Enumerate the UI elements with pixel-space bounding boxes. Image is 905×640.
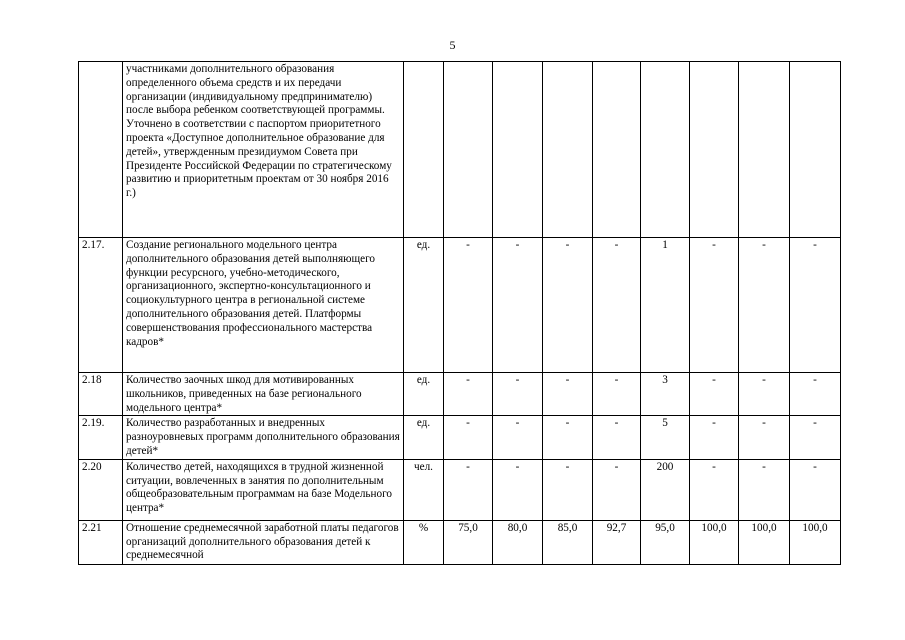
value-cell: 80,0 xyxy=(493,520,543,564)
value-cell: - xyxy=(593,373,641,416)
value-cell: - xyxy=(444,416,493,459)
value-cell xyxy=(444,62,493,238)
value-cell: 5 xyxy=(641,416,690,459)
value-cell: - xyxy=(543,416,593,459)
row-number-cell: 2.17. xyxy=(79,238,123,373)
value-cell: - xyxy=(790,238,841,373)
unit-cell: ед. xyxy=(404,238,444,373)
value-cell: - xyxy=(690,459,739,520)
indicator-description-cell: участниками дополнительного образования определенного объема средств и их передачи организации (индивидуальному предпринимателю) после выбора ребенком соответствующей программы. Уточнено в соответствии с паспортом приоритетного проекта «Доступное дополнительное образование для детей», утвержденным президиумом Совета при Президенте Российской Федерации по стратегическому развитию и приоритетным проектам от 30 ноября 2016 г.) xyxy=(123,62,404,238)
value-cell: 1 xyxy=(641,238,690,373)
value-cell: - xyxy=(493,373,543,416)
table-row xyxy=(79,238,841,373)
indicator-description-cell: Количество детей, находящихся в трудной жизненной ситуации, вовлеченных в занятия по дополнительным общеобразовательным программам на базе Модельного центра* xyxy=(123,459,404,520)
value-cell: - xyxy=(739,373,790,416)
value-cell: - xyxy=(543,459,593,520)
value-cell: - xyxy=(493,416,543,459)
value-cell: - xyxy=(739,238,790,373)
row-number-cell: 2.20 xyxy=(79,459,123,520)
value-cell xyxy=(593,62,641,238)
value-cell: - xyxy=(444,238,493,373)
table-row xyxy=(79,459,841,520)
unit-cell: % xyxy=(404,520,444,564)
value-cell: - xyxy=(444,459,493,520)
table-row xyxy=(79,520,841,564)
value-cell: - xyxy=(593,238,641,373)
value-cell: - xyxy=(593,416,641,459)
value-cell: - xyxy=(493,459,543,520)
value-cell xyxy=(739,62,790,238)
value-cell xyxy=(493,62,543,238)
table-row xyxy=(79,416,841,459)
indicator-description-cell: Создание регионального модельного центра дополнительного образования детей выполняющего функции ресурсного, учебно-методического, организационного, экспертно-консультационного и социокультурного центра в региональной системе дополнительного образования детей. Платформы совершенствования профессионального мастерства кадров* xyxy=(123,238,404,373)
table-row xyxy=(79,373,841,416)
value-cell: - xyxy=(493,238,543,373)
row-number-cell xyxy=(79,62,123,238)
value-cell: - xyxy=(593,459,641,520)
value-cell: - xyxy=(739,459,790,520)
row-number-cell: 2.18 xyxy=(79,373,123,416)
value-cell: 75,0 xyxy=(444,520,493,564)
value-cell: - xyxy=(690,238,739,373)
value-cell: 100,0 xyxy=(790,520,841,564)
unit-cell xyxy=(404,62,444,238)
value-cell: - xyxy=(790,373,841,416)
row-number-cell: 2.19. xyxy=(79,416,123,459)
value-cell: 95,0 xyxy=(641,520,690,564)
row-number-cell: 2.21 xyxy=(79,520,123,564)
value-cell: 100,0 xyxy=(690,520,739,564)
indicator-description-cell: Количество разработанных и внедренных разноуровневых программ дополнительного образования детей* xyxy=(123,416,404,459)
value-cell: - xyxy=(790,416,841,459)
unit-cell: ед. xyxy=(404,373,444,416)
table-row xyxy=(79,62,841,238)
value-cell: 85,0 xyxy=(543,520,593,564)
value-cell: - xyxy=(543,373,593,416)
value-cell: - xyxy=(543,238,593,373)
indicators-table xyxy=(78,61,841,565)
value-cell: - xyxy=(690,373,739,416)
value-cell xyxy=(543,62,593,238)
page-number: 5 xyxy=(449,38,456,52)
value-cell: - xyxy=(690,416,739,459)
value-cell xyxy=(641,62,690,238)
value-cell: 200 xyxy=(641,459,690,520)
value-cell: - xyxy=(739,416,790,459)
value-cell: 3 xyxy=(641,373,690,416)
value-cell: - xyxy=(790,459,841,520)
value-cell xyxy=(690,62,739,238)
indicator-description-cell: Количество заочных шкод для мотивированных школьников, приведенных на базе регионального модельного центра* xyxy=(123,373,404,416)
value-cell xyxy=(790,62,841,238)
unit-cell: чел. xyxy=(404,459,444,520)
value-cell: 100,0 xyxy=(739,520,790,564)
unit-cell: ед. xyxy=(404,416,444,459)
value-cell: 92,7 xyxy=(593,520,641,564)
value-cell: - xyxy=(444,373,493,416)
indicator-description-cell: Отношение среднемесячной заработной платы педагогов организаций дополнительного образования детей к среднемесячной xyxy=(123,520,404,564)
